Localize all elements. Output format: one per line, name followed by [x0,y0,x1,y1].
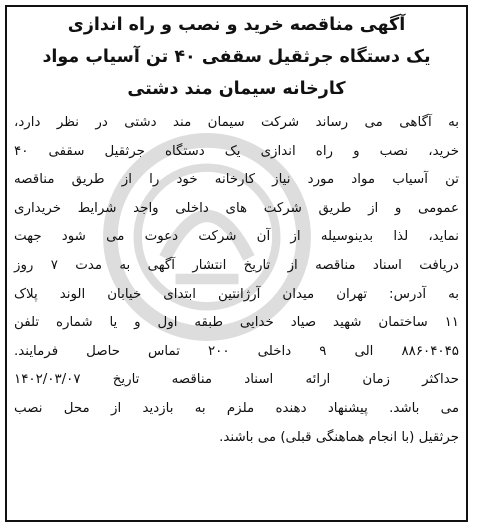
tender-notice [5,5,468,522]
body-line-last: جرثقیل (با انجام هماهنگی قبلی) می باشند. [219,429,459,445]
title-line: یک دستگاه جرثقیل سقفی ۴۰ تن آسیاب مواد [42,47,431,67]
body-line: ۸۸۶۰۴۰۴۵ الی ۹ داخلی ۲۰۰ تماس حاصل فرمایند. [14,343,459,359]
title-line: کارخانه سیمان مند دشتی [127,79,346,99]
body-line: نماید، لذا بدینوسیله از آن شرکت دعوت می شود جهت [14,229,459,245]
body-line: تن آسیاب مواد مورد نیاز کارخانه خود را از طریق مناقصه [14,172,459,188]
body-line: حداکثر زمان ارائه اسناد مناقصه تاریخ ۱۴۰۲/۰۳/۰۷ [14,372,459,388]
body-line: به آگاهی می رساند شرکت سیمان مند دشتی در نظر دارد، [14,115,459,130]
title-line: آگهی مناقصه خرید و نصب و راه اندازی [67,15,406,35]
body-line: خرید، نصب و راه اندازی یک دستگاه جرثقیل سقفی ۴۰ [14,143,459,159]
body-line: به آدرس: تهران میدان آرژانتین ابتدای خیابان الوند پلاک [14,286,459,302]
body-line: ۱۱ ساختمان شهید صیاد خدایی طبقه اول و یا شماره تلفن [14,315,459,331]
notice-body [14,109,459,452]
notice-title [13,9,460,105]
body-line: می باشد. پیشنهاد دهنده ملزم به بازدید از محل نصب [14,400,459,416]
body-line: دریافت اسناد مناقصه از تاریخ انتشار آگهی به مدت ۷ روز [14,257,459,273]
body-line: عمومی و از طریق شرکت های داخلی واجد شرایط خریداری [14,200,459,216]
